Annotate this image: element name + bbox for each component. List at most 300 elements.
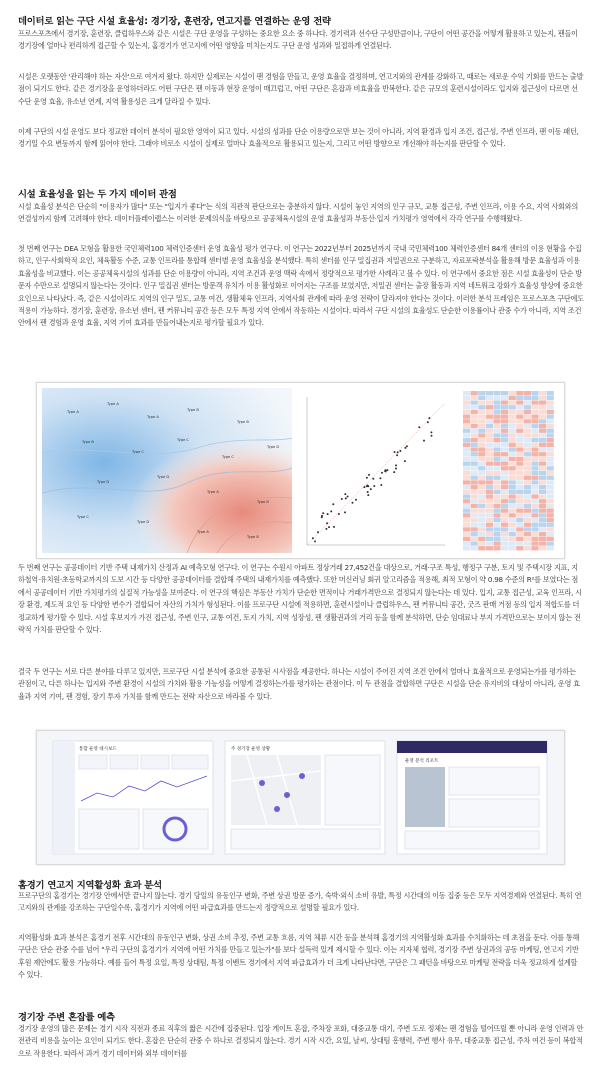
heatmap-cell [509,541,516,545]
heatmap-cell [493,480,500,484]
heatmap-cell [524,419,531,423]
heatmap-cell [539,443,546,447]
scatter-point [427,421,429,423]
heatmap-cell [486,396,493,400]
heatmap-cell [509,438,516,442]
heatmap-cell [486,532,493,536]
contour-map-panel [42,388,292,553]
heatmap-cell [524,523,531,527]
heatmap-cell [547,476,554,480]
heatmap-cell [531,541,538,545]
heatmap-cell [463,513,470,517]
heatmap-cell [531,513,538,517]
heatmap-cell [493,424,500,428]
heatmap-cell [471,476,478,480]
scatter-point [399,450,401,452]
heatmap-cell [493,419,500,423]
heatmap-cell [463,509,470,513]
heatmap-cell [493,396,500,400]
heatmap-cell [486,452,493,456]
heatmap-cell [463,429,470,433]
heatmap-cell [501,447,508,451]
heatmap-cell [501,396,508,400]
heatmap-cell [486,462,493,466]
heatmap-cell [509,518,516,522]
heatmap-cell [463,443,470,447]
scatter-point [379,477,381,479]
heatmap-cell [471,480,478,484]
heatmap-cell [531,396,538,400]
scatter-point [370,488,372,490]
heatmap-cell [531,424,538,428]
heatmap-cell [539,396,546,400]
heatmap-cell [531,527,538,531]
scatter-point [423,440,425,442]
heatmap-cell [524,471,531,475]
contour-point-label: Type D [97,480,110,484]
heatmap-cell [471,447,478,451]
scatter-point [367,491,369,493]
contour-point-label: Type A [207,490,219,494]
heatmap-cell [524,405,531,409]
paragraph: 시설 효율성 분석은 단순히 "이용자가 많다" 또는 "입지가 좋다"는 식의 직관적 판단으로는 충분하지 않다. 시설이 놓인 지역의 인구 규모, 교통 접근성, 주변 인프라, 이용 수요, 지역 사회와의 연결성까지 함께 고려해야 한다. 데이터플레이랩스는 이러한 문제의식을 바탕으로 공공체육시설의 운영 효율성과 부동산·입지 가치평가 영역에서 각각 연구를 수행해왔다. [18,202,579,224]
heatmap-cell [478,513,485,517]
heatmap-cell [493,391,500,395]
heatmap-cell [539,490,546,494]
heatmap-cell [471,499,478,503]
heatmap-cell [501,480,508,484]
heatmap-cell [478,499,485,503]
heatmap-cell [501,485,508,489]
heatmap-cell [471,396,478,400]
heatmap-cell [478,443,485,447]
heatmap-cell [478,490,485,494]
heatmap-cell [471,443,478,447]
scatter-point [321,515,323,517]
heatmap-cell [463,410,470,414]
heatmap-cell [516,443,523,447]
dashboard-1-title: 통합 운영 대시보드 [79,747,117,752]
paragraph: 이제 구단의 시설 운영도 보다 정교한 데이터 분석이 필요한 영역이 되고 있다. 시설의 성과를 단순 이용량으로만 보는 것이 아니라, 지역 환경과 입지 조건, 접근성, 주변 인프라, 팬 이동 패턴, 경기일 수요 변동까지 함께 읽어야 한다. 그래야 비로소 시설이 실제로 얼마나 효율적으로 활용되고 있는지, 그리고 어떤 방향으로 개선해야 하는지를 판단할 수 있다. [18,127,579,149]
heatmap-cell [486,466,493,470]
heatmap-cell [471,527,478,531]
heatmap-cell [509,523,516,527]
scatter-point [327,513,329,515]
heatmap-cell [478,391,485,395]
heatmap-cell [539,546,546,550]
heatmap-cell [471,415,478,419]
heatmap-cell [509,419,516,423]
figure-2-graphic [37,731,564,864]
heatmap-cell [493,438,500,442]
heatmap-cell [509,447,516,451]
heatmap-cell [486,513,493,517]
contour-point-label: Type A [197,530,209,534]
dashboard-mockup-3 [397,741,547,854]
section-title-4: 경기장 주변 혼잡률 예측 [18,1012,115,1023]
paragraph: 지역활성화 효과 분석은 홈경기 전후 시간대의 유동인구 변화, 상권 소비 추정, 주변 교통 흐름, 지역 체류 시간 등을 분석해 홈경기의 지역활성화 효과를 수치화하는 데 초점을 둔다. 이를 통해 구단은 단순 관중 수를 넘어 "우리 구단의 홈경기가 지역에 어떤 가치를 만들고 있는가"를 보다 설득력 있게 제시할 수 있다. 이는 지자체 협력, 경기장 주변 상권과의 공동 마케팅, 연고지 기반 후원 제안에도 활용 가능하다. 예를 들어 특정 요일, 특정 상대팀, 특정 이벤트 경기에서 지역 파급효과가 더 크게 나타난다면, 구단은 그 패턴을 바탕으로 마케팅 전략을 더욱 정교하게 설계할 수 있다. [18,933,580,980]
heatmap-cell [524,480,531,484]
heatmap-cell [524,499,531,503]
heatmap-cell [531,499,538,503]
heatmap-cell [501,537,508,541]
scatter-point [395,464,397,466]
heatmap-cell [471,518,478,522]
heatmap-cell [486,523,493,527]
scatter-point [430,431,432,433]
heatmap-cell [493,471,500,475]
scatter-point [384,469,386,471]
heatmap-cell [531,537,538,541]
heatmap-cell [478,433,485,437]
heatmap-cell [524,396,531,400]
heatmap-cell [547,513,554,517]
heatmap-cell [516,537,523,541]
heatmap-cell [478,541,485,545]
heatmap-cell [471,537,478,541]
scatter-point [373,485,375,487]
heatmap-cell [471,438,478,442]
heatmap-cell [524,546,531,550]
heatmap-cell [524,518,531,522]
heatmap-cell [524,494,531,498]
heatmap-cell [509,485,516,489]
heatmap-cell [531,490,538,494]
heatmap-cell [486,504,493,508]
scatter-point [344,493,346,495]
contour-point-label: Type A [67,410,79,414]
heatmap-cell [516,509,523,513]
heatmap-cell [547,400,554,404]
contour-point-label: Type C [77,515,89,519]
heatmap-cell [463,405,470,409]
heatmap-cell [478,457,485,461]
heatmap-cell [539,405,546,409]
heatmap-cell [516,490,523,494]
heatmap-cell [463,419,470,423]
heatmap-cell [524,509,531,513]
heatmap-cell [486,527,493,531]
heatmap-cell [547,527,554,531]
heatmap-cell [501,527,508,531]
heatmap-cell [524,485,531,489]
heatmap-cell [493,462,500,466]
heatmap-cell [516,532,523,536]
section-title-1: 데이터로 읽는 구단 시설 효율성: 경기장, 훈련장, 연고지를 연결하는 운영 전략 [18,16,331,27]
heatmap-cell [501,532,508,536]
heatmap-cell [524,476,531,480]
heatmap-cell [463,541,470,545]
heatmap-cell [547,438,554,442]
figure-1-graphic [37,383,564,558]
scatter-point [338,513,340,515]
heatmap-cell [501,513,508,517]
contour-point-label: Type C [222,455,234,459]
heatmap-cell [493,509,500,513]
scatter-point [347,496,349,498]
heatmap-cell [531,391,538,395]
heatmap-cell [547,485,554,489]
heatmap-cell [463,485,470,489]
heatmap-cell [539,480,546,484]
heatmap-cell [539,523,546,527]
heatmap-cell [471,532,478,536]
heatmap-cell [547,424,554,428]
heatmap-cell [539,391,546,395]
heatmap-cell [539,527,546,531]
heatmap-cell [539,499,546,503]
heatmap-cell [516,471,523,475]
heatmap-cell [478,405,485,409]
heatmap-cell [501,400,508,404]
heatmap-cell [501,419,508,423]
heatmap-cell [478,419,485,423]
heatmap-cell [486,405,493,409]
heatmap-cell [516,466,523,470]
heatmap-cell [501,518,508,522]
heatmap-cell [547,471,554,475]
heatmap-cell [478,532,485,536]
scatter-plot-panel [299,391,449,551]
heatmap-cell [478,546,485,550]
heatmap-cell [524,490,531,494]
heatmap-cell [547,518,554,522]
dashboard-2-title: 주 경기장 운영 상황 [231,747,271,752]
heatmap-cell [471,494,478,498]
heatmap-cell [547,532,554,536]
heatmap-cell [501,415,508,419]
heatmap-cell [486,391,493,395]
heatmap-cell [493,476,500,480]
heatmap-cell [486,429,493,433]
scatter-point [344,511,346,513]
heatmap-cell [501,424,508,428]
heatmap-cell [539,471,546,475]
heatmap-cell [478,476,485,480]
heatmap-cell [531,419,538,423]
heatmap-cell [471,429,478,433]
scatter-point [332,503,334,505]
heatmap-cell [486,537,493,541]
heatmap-cell [471,471,478,475]
heatmap-cell [539,415,546,419]
heatmap-cell [524,433,531,437]
heatmap-cell [547,537,554,541]
heatmap-cell [524,438,531,442]
scatter-point [322,512,324,514]
heatmap-cell [539,457,546,461]
dashboard-3-title: 운영 분석 리포트 [405,759,439,764]
heatmap-cell [493,546,500,550]
heatmap-cell [509,494,516,498]
heatmap-cell [486,485,493,489]
heatmap-cell [478,429,485,433]
section-title-2: 시설 효율성을 읽는 두 가지 데이터 관점 [18,189,177,200]
heatmap-cell [547,415,554,419]
heatmap-cell [509,476,516,480]
heatmap-cell [493,527,500,531]
heatmap-cell [486,457,493,461]
heatmap-cell [531,504,538,508]
scatter-point [393,471,395,473]
heatmap-cell [516,400,523,404]
heatmap-cell [493,466,500,470]
heatmap-cell [478,471,485,475]
heatmap-cell [531,494,538,498]
heatmap-cell [463,499,470,503]
heatmap-cell [509,396,516,400]
heatmap-cell [486,438,493,442]
heatmap-cell [516,499,523,503]
heatmap-cell [471,457,478,461]
heatmap-cell [539,452,546,456]
heatmap-cell [478,396,485,400]
scatter-point [363,486,365,488]
scatter-point [380,484,382,486]
heatmap-cell [516,391,523,395]
heatmap-cell [547,523,554,527]
heatmap-cell [501,499,508,503]
heatmap-cell [524,541,531,545]
heatmap-cell [531,433,538,437]
heatmap-cell [486,410,493,414]
heatmap-cell [463,391,470,395]
heatmap-cell [547,466,554,470]
heatmap-cell [463,523,470,527]
heatmap-cell [531,410,538,414]
heatmap-cell [478,494,485,498]
scatter-point [345,497,347,499]
heatmap-cell [531,415,538,419]
heatmap-cell [463,476,470,480]
heatmap-cell [463,396,470,400]
scatter-point [317,531,319,533]
heatmap-cell [516,452,523,456]
heatmap-cell [478,527,485,531]
heatmap-cell [471,509,478,513]
heatmap-cell [501,466,508,470]
heatmap-cell [493,447,500,451]
scatter-point [326,522,328,524]
heatmap-cell [486,490,493,494]
heatmap-cell [463,447,470,451]
heatmap-cell [501,494,508,498]
heatmap-cell [524,447,531,451]
heatmap-cell [524,527,531,531]
heatmap-cell [539,438,546,442]
heatmap-cell [539,532,546,536]
heatmap-cell [509,546,516,550]
heatmap-cell [524,504,531,508]
heatmap-cell [463,518,470,522]
heatmap-cell [486,480,493,484]
heatmap-cell [478,537,485,541]
heatmap-cell [547,499,554,503]
heatmap-cell [531,471,538,475]
heatmap-cell [509,405,516,409]
heatmap-cell [531,443,538,447]
heatmap-cell [463,438,470,442]
heatmap-cell [501,410,508,414]
heatmap-cell [501,443,508,447]
heatmap-cell [501,546,508,550]
heatmap-cell [486,541,493,545]
scatter-point [372,478,374,480]
heatmap-cell [524,391,531,395]
heatmap-cell [539,494,546,498]
contour-point-label: Type B [257,500,269,504]
heatmap-cell [501,433,508,437]
heatmap-cell [471,400,478,404]
heatmap-cell [501,429,508,433]
contour-point-label: Type B [82,440,94,444]
heatmap-cell [493,457,500,461]
heatmap-cell [539,400,546,404]
heatmap-cell [531,546,538,550]
heatmap-cell [486,546,493,550]
heatmap-cell [493,405,500,409]
heatmap-cell [539,462,546,466]
heatmap-cell [493,452,500,456]
heatmap-cell [509,410,516,414]
heatmap-cell [547,447,554,451]
heatmap-cell [547,452,554,456]
heatmap-cell [501,541,508,545]
heatmap-cell [539,513,546,517]
paragraph: 첫 번째 연구는 DEA 모형을 활용한 국민체력100 체력인증센터 운영 효율성 평가 연구다. 이 연구는 2022년부터 2025년까지 국내 국민체력100 체력인증센터 84개 센터의 이용 현황을 수집하고, 인구·사회학적 요인, 체육활동 수준, 교통 인프라를 통합해 센터별 운영 효율성을 분석했다. 특히 센터를 인구 밀집권과 저밀권으로 구분하고, 자료포락분석을 활용해 방문 효율성과 이용 효율성을 비교했다. 이는 공공체육시설의 성과를 단순 이용량이 아니라, 지역 조건과 운영 맥락 속에서 정량적으로 평가한 사례라고 볼 수 있다. 이 연구에서 중요한 점은 시설 효율성이 단순 방문자 수만으로 설명되지 않는다는 것이다. 인구 밀집권 센터는 방문객 유치가 이용 활성화로 이어지는 구조를 보였지만, 저밀권 센터는 출장 활동과 지역 네트워크 강화가 효율성 향상에 중요한 요인으로 나타났다. 즉, 같은 시설이라도 지역의 인구 밀도, 교통 여건, 생활체육 인프라, 지역사회 관계에 따라 운영 전략이 달라져야 한다는 것이다. 이러한 분석 프레임은 프로스포츠 구단에도 적용이 가능하다. 경기장, 훈련장, 유소년 센터, 팬 커뮤니티 공간 등은 모두 특정 지역 안에서 작동하는 시설이다. 따라서 구단 시설의 효율성도 단순한 이용률이나 관중 수가 아니라, 지역 조건 안에서 팬 경험과 운영 효율, 지역 기여 효과를 만들어내는지로 평가할 필요가 있다. [18,244,584,328]
heatmap-cell [478,466,485,470]
scatter-point [368,474,370,476]
heatmap-cell [547,433,554,437]
heatmap-cell [509,433,516,437]
heatmap-cell [501,457,508,461]
heatmap-cell [463,494,470,498]
scatter-point [406,445,408,447]
heatmap-cell [509,509,516,513]
heatmap-cell [524,513,531,517]
paragraph: 경기장 운영의 많은 문제는 경기 시작 직전과 종료 직후의 짧은 시간에 집중된다. 입장 게이트 혼잡, 주차장 포화, 대중교통 대기, 주변 도로 정체는 팬 경험을 떨어뜨릴 뿐 아니라 운영 인력과 안전관리 비용을 높이는 요인이 되기도 한다. 혼잡은 단순히 관중 수 하나로 결정되지 않는다. 경기 시작 시간, 요일, 날씨, 상대팀 흥행력, 주변 행사 유무, 대중교통 접근성, 주차 여건 등이 복합적으로 작용한다. 따라서 과거 경기 데이터와 외부 데이터를 [18,1024,584,1058]
scatter-point [397,451,399,453]
heatmap-cell [539,476,546,480]
heatmap-cell [486,447,493,451]
scatter-point [367,494,369,496]
heatmap-cell [547,457,554,461]
heatmap-cell [516,480,523,484]
heatmap-cell [486,419,493,423]
heatmap-cell [516,513,523,517]
heatmap-cell [524,457,531,461]
heatmap-cell [539,504,546,508]
scatter-point [312,537,314,539]
scatter-point [314,540,316,542]
scatter-point [396,454,398,456]
heatmap-cell [471,490,478,494]
heatmap-cell [478,415,485,419]
heatmap-cell [471,504,478,508]
heatmap-cell [471,462,478,466]
heatmap-cell [547,410,554,414]
heatmap-cell [509,490,516,494]
heatmap-cell [509,537,516,541]
heatmap-cell [516,419,523,423]
heatmap-cell [471,433,478,437]
heatmap-cell [501,471,508,475]
heatmap-cell [524,462,531,466]
heatmap-cell [516,485,523,489]
heatmap-cell [547,419,554,423]
heatmap-cell [531,452,538,456]
heatmap-cell [501,391,508,395]
